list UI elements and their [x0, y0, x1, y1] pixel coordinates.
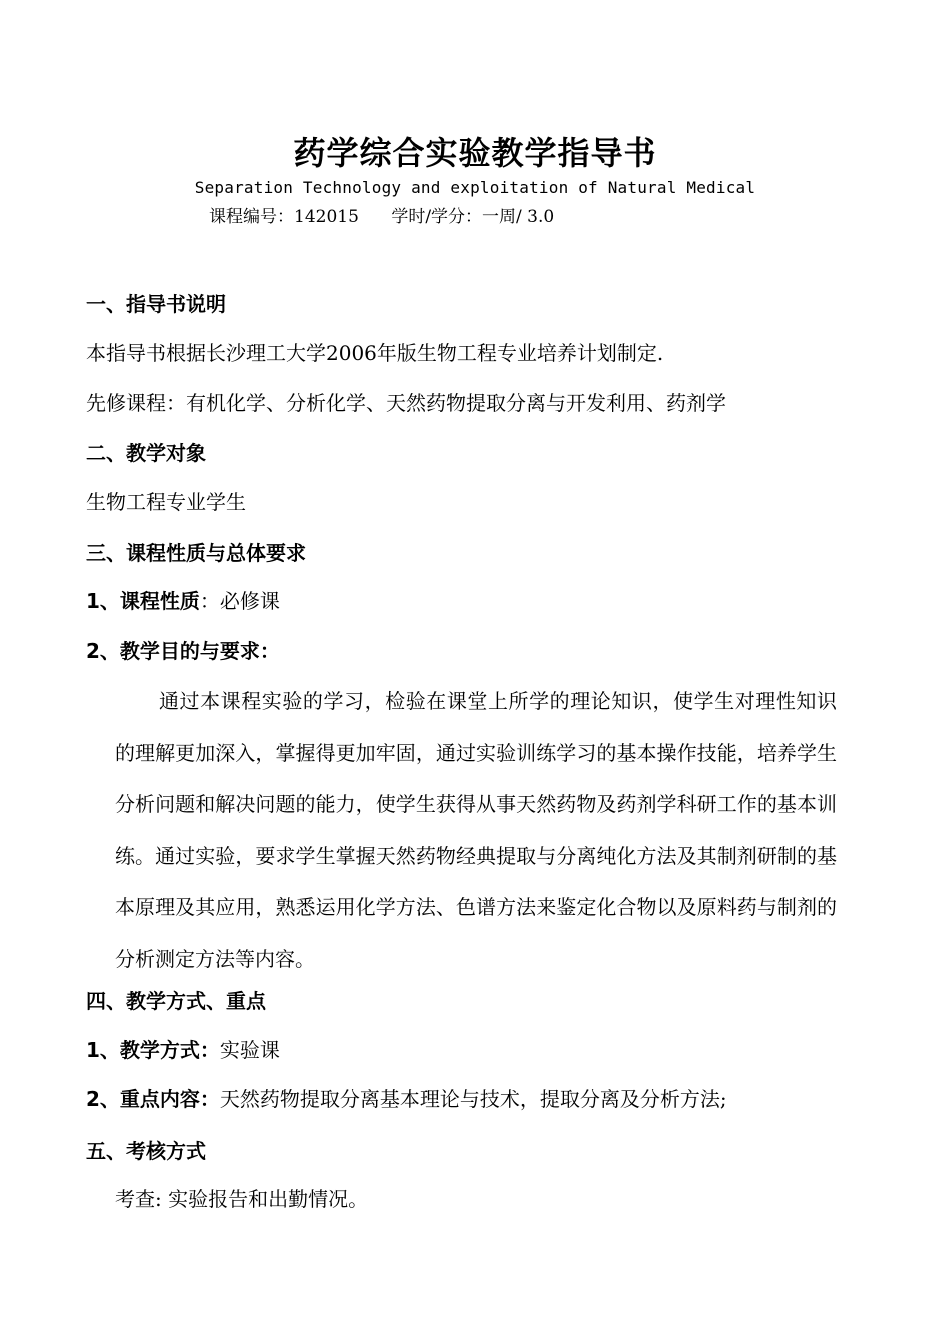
english-subtitle: Separation Technology and exploitation of Natural Medical [194, 178, 756, 197]
objectives-paragraph: 通过本课程实验的学习，检验在课堂上所学的理论知识，使学生对理性知识的理解更加深入，掌握得更加牢固，通过实验训练学习的基本操作技能，培养学生分析问题和解决问题的能力，使学生获得从事天然药物及药剂学科研工作的基本训练。通过实验，要求学生掌握天然药物经典提取与分离纯化方法及其制剂研制的基本原理及其应用，熟悉运用化学方法、色谱方法来鉴定化合物以及原料药与制剂的分析测定方法等内容。 [115, 689, 837, 971]
section1-line1: 本指导书根据长沙理工大学2006年版生物工程专业培养计划制定. [86, 341, 664, 365]
section3-item2-lead: 2、教学目的与要求： [86, 639, 280, 663]
section2-heading: 二、教学对象 [86, 441, 206, 465]
section3-item1 [86, 585, 280, 614]
section1-line2: 先修课程：有机化学、分析化学、天然药物提取分离与开发利用、药剂学 [86, 391, 726, 415]
section2-line1: 生物工程专业学生 [86, 490, 246, 514]
item1-text: 实验课 [219, 1038, 280, 1062]
course-info: 课程编号：142015 学时/学分：一周/ 3.0 [209, 207, 555, 227]
item1-lead: 1、教学方式： [86, 1038, 220, 1062]
section4-heading: 四、教学方式、重点 [86, 989, 266, 1013]
item1-lead: 1、课程性质 [86, 589, 200, 613]
document-title: 药学综合实验教学指导书 [293, 134, 657, 172]
item2-lead: 2、重点内容： [86, 1087, 220, 1111]
section5-heading: 五、考核方式 [86, 1139, 206, 1163]
section3-heading: 三、课程性质与总体要求 [86, 541, 306, 565]
section1-heading: 一、指导书说明 [86, 292, 226, 316]
section4-item2 [86, 1083, 727, 1112]
item1-text: ：必修课 [199, 589, 280, 613]
section4-item1 [86, 1034, 280, 1063]
item2-text: 天然药物提取分离基本理论与技术，提取分离及分析方法; [219, 1087, 727, 1111]
section5-line1: 考查: 实验报告和出勤情况。 [115, 1187, 369, 1211]
